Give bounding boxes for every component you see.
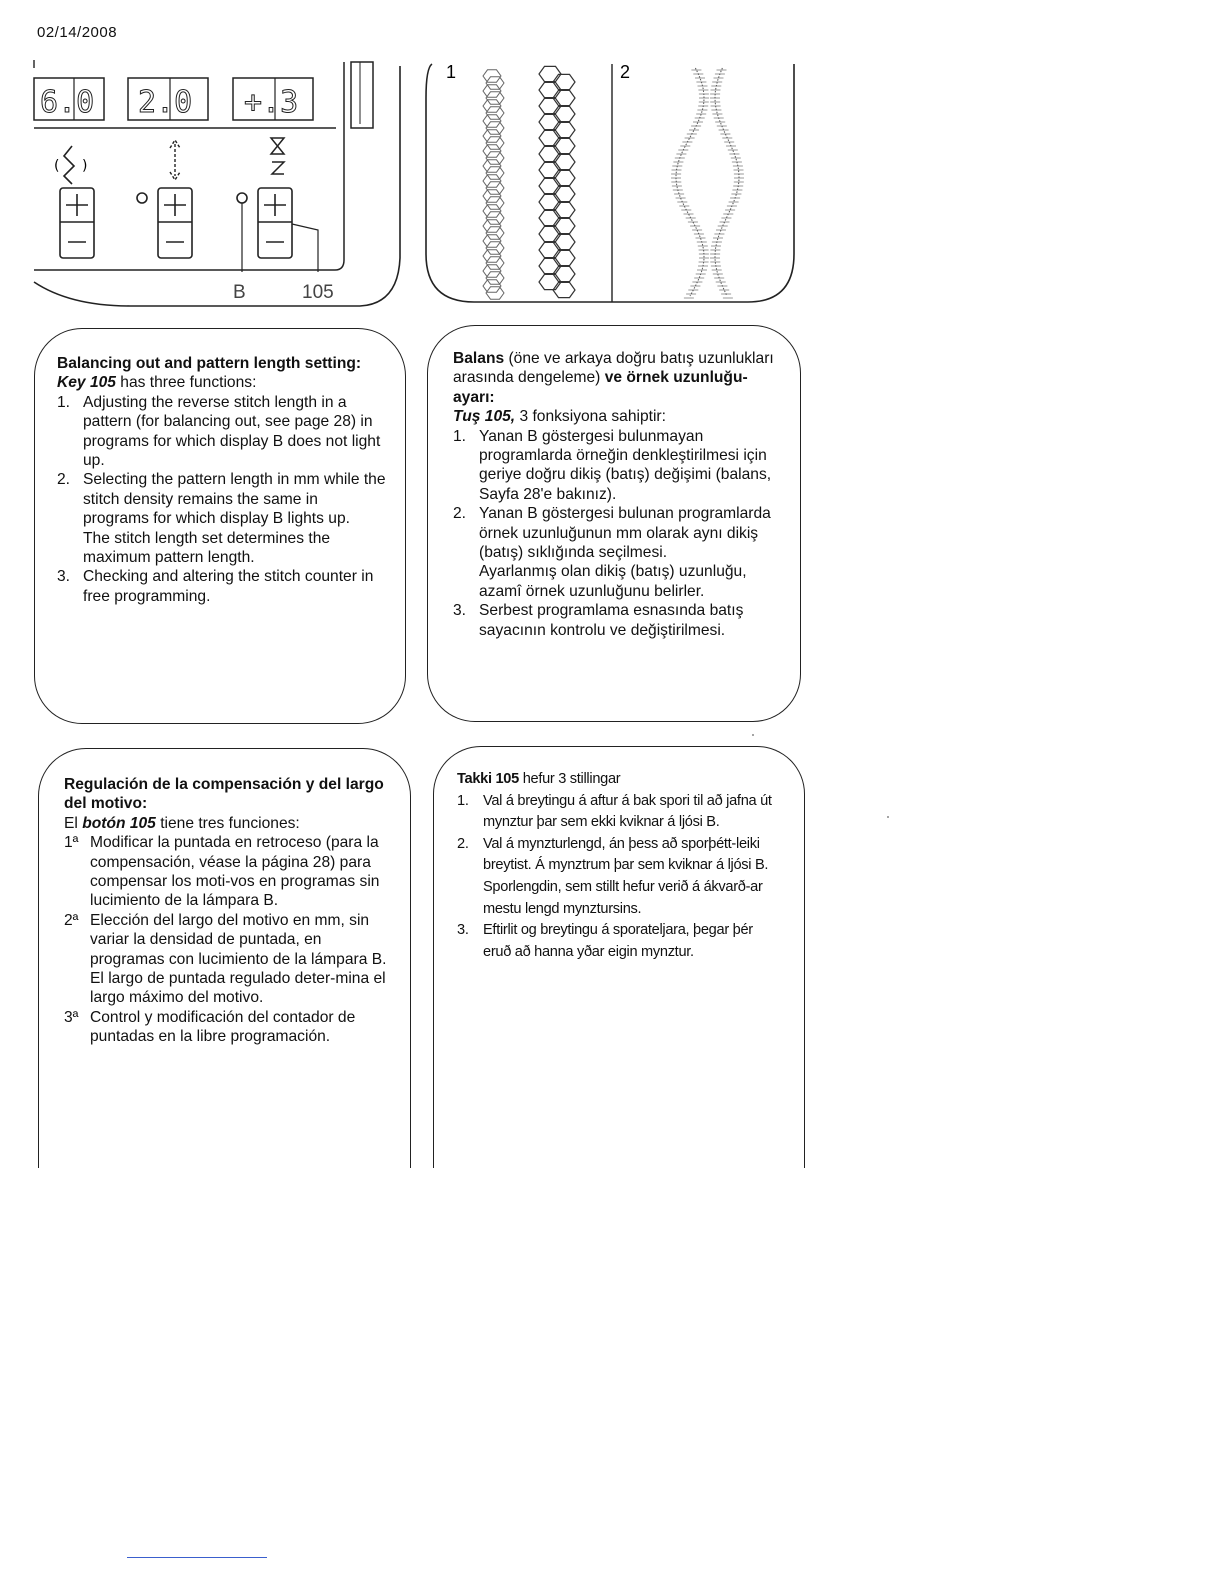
list-item: 3ª Control y modificación del contador de puntadas en la libre programación. <box>64 1008 356 1046</box>
stitch-hexagon <box>539 242 561 257</box>
stitch-hexagon <box>486 167 504 179</box>
stitch-hexagon <box>486 272 504 284</box>
stitch-hexagon <box>483 175 501 187</box>
stitch-hexagon <box>486 182 504 194</box>
stitch-hexagon <box>483 235 501 247</box>
icelandic-text <box>457 769 783 963</box>
stitch-hexagon <box>483 85 501 97</box>
stitch-hexagon <box>553 74 575 89</box>
stitch-hexagon <box>486 107 504 119</box>
turkish-key-line: Tuş 105, 3 fonksiyona sahiptir: <box>453 408 666 426</box>
stitch-hexagon <box>483 190 501 202</box>
stitch-hexagon <box>483 100 501 112</box>
stitch-hexagon <box>539 258 561 273</box>
label-105: 105 <box>302 282 334 303</box>
stitch-hexagon <box>539 274 561 289</box>
stitch-hexagon <box>483 205 501 217</box>
stitch-hexagon <box>539 226 561 241</box>
stitch-hexagon <box>539 82 561 97</box>
list-item: 1. Val á breytingu á aftur á bak spori til að jafna út mynztur þar sem ekki kviknar á ljósi B. <box>457 792 772 831</box>
list-item: 3. Serbest programlama esnasında batış sayacının kontrolu ve değiştirilmesi. <box>453 602 744 639</box>
stitch-hexagon <box>483 220 501 232</box>
stitch-hexagon <box>483 115 501 127</box>
stitch-hexagon <box>553 90 575 105</box>
stitch-hexagon <box>553 202 575 217</box>
english-title: Balancing out and pattern length setting: <box>57 355 362 372</box>
stitch-hexagon <box>539 114 561 129</box>
control-panel-figure <box>30 58 410 310</box>
list-item: 2. Selecting the pattern length in mm while the stitch density remains the same in programs for which display B lights up. The stitch length set determines the maximum pattern length. <box>57 471 386 567</box>
stitch-pattern-figure <box>422 58 800 310</box>
stitch-hexagon <box>539 130 561 145</box>
stitch-hexagon <box>486 77 504 89</box>
display-3: +.3 <box>244 85 299 120</box>
svg-text:(: ( <box>54 158 60 174</box>
stitch-hexagon <box>483 160 501 172</box>
english-key-line: Key 105 has three functions: <box>57 374 257 392</box>
stitch-hexagon <box>486 257 504 269</box>
list-item: 3. Checking and altering the stitch counter in free programming. <box>57 568 374 605</box>
stitch-hexagon <box>486 92 504 104</box>
stitch-hexagon <box>539 162 561 177</box>
stitch-hexagon <box>553 218 575 233</box>
spanish-key-line: El botón 105 tiene tres funciones: <box>64 814 300 832</box>
list-item: 2. Val á mynzturlengd, án þess að sporþétt-leiki breytist. Á mynztrum þar sem kviknar á ljósi B. Sporlengdin, sem stillt hefur verið á ákvarð-ar mestu lengd mynztursins. <box>457 835 769 917</box>
stitch-hexagon <box>553 138 575 153</box>
label-b: B <box>233 282 246 303</box>
page-date: 02/14/2008 <box>37 24 118 41</box>
stitch-hexagon <box>553 282 575 297</box>
stitch-hexagon <box>486 242 504 254</box>
scan-speck <box>752 734 754 736</box>
footer-rule <box>127 1557 267 1558</box>
list-item: 2. Yanan B göstergesi bulunan programlarda örnek uzunluğunun mm olarak aynı dikiş (batış) sıklığında seçilmesi. Ayarlanmış olan dikiş (batış) uzunluğu, azamî örnek uzunluğunu belirler. <box>453 505 771 600</box>
stitch-hexagon <box>483 130 501 142</box>
stitch-hexagon <box>539 66 561 81</box>
stitch-hexagon <box>553 234 575 249</box>
stitch-hexagon <box>553 186 575 201</box>
stitch-hexagon <box>553 154 575 169</box>
display-1: 6.0 <box>40 85 95 120</box>
pattern-label-1: 1 <box>446 62 457 82</box>
list-item: 3. Eftirlit og breytingu á sporateljara, þegar þér eruð að hanna yðar eigin mynztur. <box>457 922 753 960</box>
stitch-hexagon <box>553 266 575 281</box>
stitch-hexagon <box>483 265 501 277</box>
stitch-hexagon <box>486 122 504 134</box>
stitch-hexagon <box>539 98 561 113</box>
stitch-hexagon <box>553 122 575 137</box>
stitch-hexagon <box>486 137 504 149</box>
pattern-label-2: 2 <box>620 62 631 82</box>
stitch-hexagon <box>553 106 575 121</box>
stitch-hexagon <box>483 145 501 157</box>
svg-text:): ) <box>82 158 88 174</box>
stitch-hexagon <box>483 70 501 82</box>
stitch-hexagon <box>553 250 575 265</box>
spanish-title: Regulación de la compensación y del largo del motivo: <box>64 776 384 813</box>
stitch-hexagon <box>539 210 561 225</box>
turkish-title: Balans (öne ve arkaya doğru batış uzunlukları arasında dengeleme) ve örnek uzunluğu-ayarı: <box>453 350 774 406</box>
stitch-hexagon <box>483 280 501 292</box>
stitch-hexagon <box>486 227 504 239</box>
list-item: 1. Yanan B göstergesi bulunmayan programlarda örneğin denkleştirilmesi için geriye doğru dikiş (batış) değişimi (balans, Sayfa 28'e bakınız). <box>453 427 772 503</box>
stitch-hexagon <box>539 178 561 193</box>
stitch-hexagon <box>486 212 504 224</box>
stitch-hexagon <box>539 146 561 161</box>
english-text <box>57 354 387 606</box>
stitch-hexagon <box>486 287 504 299</box>
list-item: 1. Adjusting the reverse stitch length in a pattern (for balancing out, see page 28) in programs for which display B does not light up. <box>57 393 381 470</box>
list-item: 2ª Elección del largo del motivo en mm, sin variar la densidad de puntada, en programas con lucimiento de la lámpara B. El largo de puntada regulado deter-mina el largo máximo del motivo. <box>64 911 387 1007</box>
list-item: 1ª Modificar la puntada en retroceso (para la compensación, véase la página 28) para compensar los moti-vos en programas sin lucimiento de la lámpara B. <box>64 834 380 910</box>
stitch-hexagon <box>483 250 501 262</box>
spanish-text <box>64 775 390 1047</box>
stitch-hexagon <box>486 152 504 164</box>
turkish-text <box>453 349 783 640</box>
stitch-hexagon <box>539 194 561 209</box>
stitch-hexagon <box>486 197 504 209</box>
icelandic-key-line: Takki 105 hefur 3 stillingar <box>457 771 621 787</box>
stitch-hexagon <box>553 170 575 185</box>
scan-speck <box>887 816 889 818</box>
display-2: 2.0 <box>138 85 193 120</box>
